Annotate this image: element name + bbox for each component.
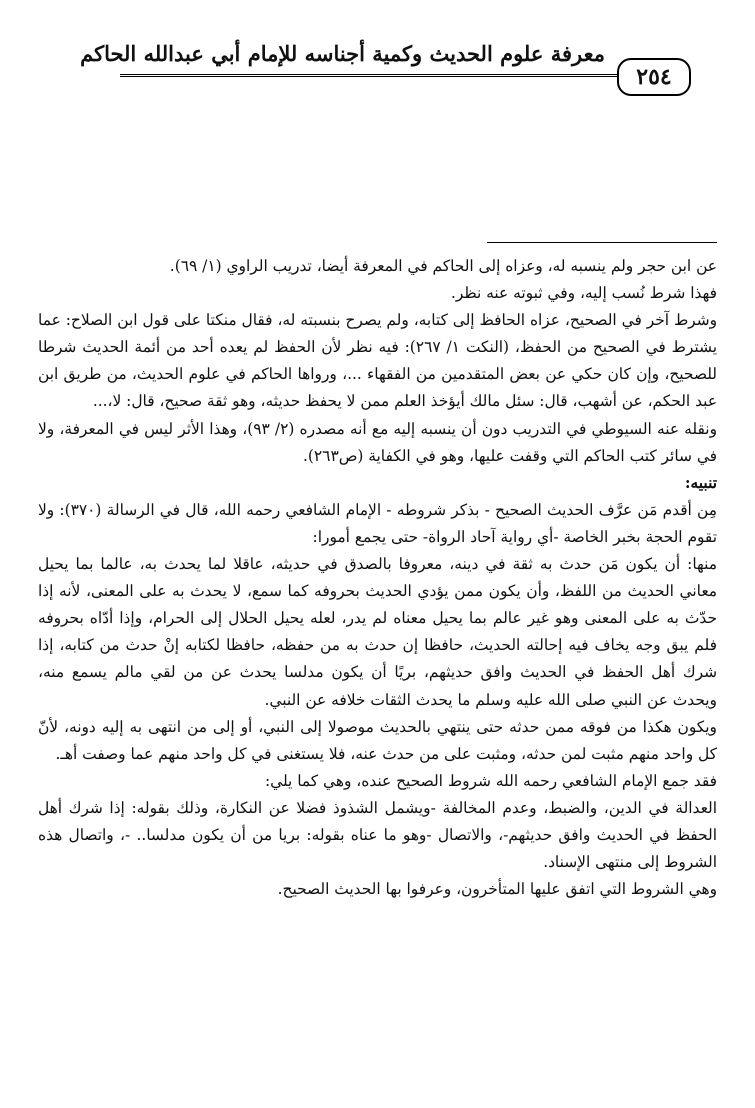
footnote-paragraph: فقد جمع الإمام الشافعي رحمه الله شروط الصحيح عنده، وهي كما يلي:: [264, 771, 717, 790]
footnote-paragraph: فهذا شرط نُسب إليه، وفي ثبوته عنه نظر.: [450, 284, 717, 303]
page-number: ٢٥٤: [617, 58, 691, 96]
footnote-paragraph: العدالة في الدين، والضبط، وعدم المخالفة -ويشمل الشذوذ فضلا عن النكارة، وذلك بقوله: إذا شرك أهل الحفظ في الحديث وافق حديثهم-، والاتصال -وهو ما عناه بقوله: بريا من أن يكون مدلسا.. -، واتصال هذه الشروط إلى منتهى الإسناد.: [38, 798, 717, 872]
header-rule: [120, 74, 685, 77]
footnote-paragraph: وشرط آخر في الصحيح، عزاه الحافظ إلى كتابه، ولم يصرح بنسبته له، فقال منكتا على قول ابن الصلاح: عما يشترط في الصحيح من الحفظ، (النكت ١/ ٢٦٧): فيه نظر لأن الحفظ لم يعده أحد من أئمة الحديث شرطا للصحيح، وإن كان حكي عن بعض المتقدمين من الفقهاء ...، ورواها الحاكم في علوم الحديث، من طريق ابن عبد الحكم، عن أشهب، قال: سئل مالك أيؤخذ العلم ممن لا يحفظ حديثه، وهو ثقة صحيح، قال: لا،...: [38, 311, 717, 411]
footnote-separator: [487, 242, 717, 243]
footnote-paragraph: وهي الشروط التي اتفق عليها المتأخرون، وعرفوا بها الحديث الصحيح.: [277, 880, 717, 899]
footnote-paragraph: ونقله عنه السيوطي في التدريب دون أن ينسبه إليه مع أنه مصدره (٢/ ٩٣)، وهذا الأثر ليس في المعرفة، ولا في سائر كتب الحاكم التي وقفت عليها، وهو في الكفاية (ص٢٦٣).: [38, 419, 717, 465]
footnotes-section: [38, 242, 717, 1072]
running-header-title: معرفة علوم الحديث وكمية أجناسه للإمام أبي عبدالله الحاكم: [80, 41, 605, 66]
footnote-paragraph: مِن أقدم مَن عرَّف الحديث الصحيح - بذكر شروطه - الإمام الشافعي رحمه الله، قال في الرسالة (٣٧٠): ولا تقوم الحجة بخبر الخاصة -أي رواية آحاد الرواة- حتى يجمع أمورا:: [38, 500, 717, 546]
footnote-paragraph: منها: أن يكون مَن حدث به ثقة في دينه، معروفا بالصدق في حديثه، عاقلا لما يحدث به، عالما بما يحيل معاني الحديث من اللفظ، وأن يكون ممن يؤدي الحديث بحروفه كما سمع، لا يحدث به على المعنى، لأنه إذا حدّث به على المعنى وهو غير عالم بما يحيل معناه لم يدر، لعله يحيل الحلال إلى الحرام، وإذا أدّاه بحروفه فلم يبق وجه يخاف فيه إحالته الحديث، حافظا إن حدث به من حفظه، حافظا لكتابه إنْ حدث من كتابه، إذا شرك أهل الحفظ في الحديث وافق حديثهم، بريًا أن يكون مدلسا يحدث عن من لقي مالم يسمع منه، ويحدث عن النبي صلى الله عليه وسلم ما يحدث الثقات خلافه عن النبي.: [38, 555, 717, 709]
footnote-paragraph: ويكون هكذا من فوقه ممن حدثه حتى ينتهي بالحديث موصولا إلى النبي، أو إلى من انتهى به إليه دونه، لأنّ كل واحد منهم مثبت لمن حدثه، ومثبت على من حدث عنه، فلا يستغنى في كل واحد منهم عما وصفت أهـ.: [38, 717, 717, 763]
note-heading: تنبيه:: [684, 473, 717, 492]
footnote-paragraph: عن ابن حجر ولم ينسبه له، وعزاه إلى الحاكم في المعرفة أيضا، تدريب الراوي (١/ ٦٩).: [169, 257, 717, 275]
